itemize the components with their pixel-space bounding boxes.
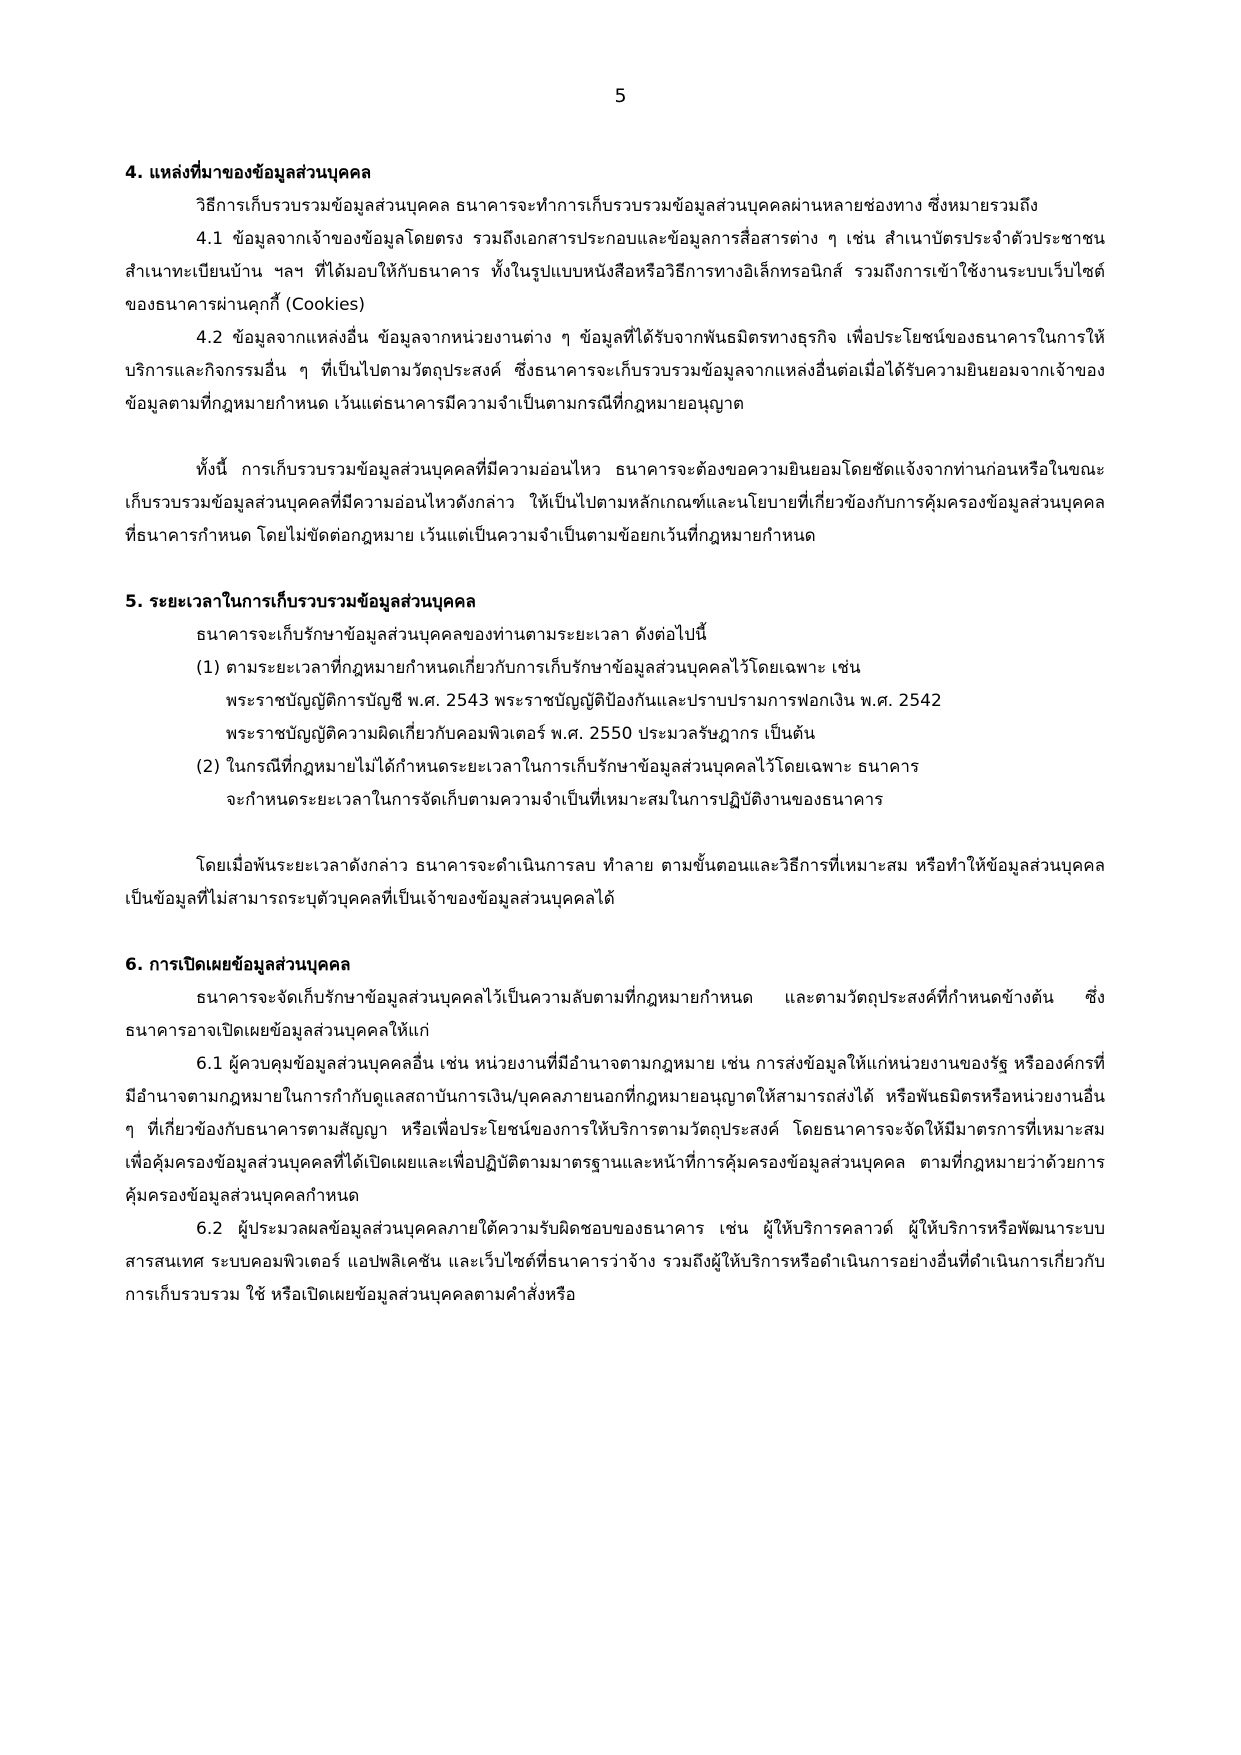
section-4-intro: วิธีการเก็บรวบรวมข้อมูลส่วนบุคคล ธนาคารจะทำการเก็บรวบรวมข้อมูลส่วนบุคคลผ่านหลายช่องทาง ซึ่งหมายรวมถึง xyxy=(196,196,1039,216)
section-5-intro: ธนาคารจะเก็บรักษาข้อมูลส่วนบุคคลของท่านตามระยะเวลา ดังต่อไปนี้ xyxy=(196,625,707,645)
section-6-intro: ธนาคารจะจัดเก็บรักษาข้อมูลส่วนบุคคลไว้เป็นความลับตามที่กฎหมายกำหนด และตามวัตถุประสงค์ที่กำหนดข้างต้น ซึ่งธนาคารอาจเปิดเผยข้อมูลส่วนบุคคลให้แก่ xyxy=(125,988,1105,1041)
spacer xyxy=(125,916,1105,949)
spacer xyxy=(125,553,1105,586)
list-item-line: ตามระยะเวลาที่กฎหมายกำหนดเกี่ยวกับการเก็บรักษาข้อมูลส่วนบุคคลไว้โดยเฉพาะ เช่น xyxy=(226,658,861,678)
section-5-disposal-paragraph: โดยเมื่อพ้นระยะเวลาดังกล่าว ธนาคารจะดำเนินการลบ ทำลาย ตามขั้นตอนและวิธีการที่เหมาะสม หรือทำให้ข้อมูลส่วนบุคคลเป็นข้อมูลที่ไม่สามารถระบุตัวบุคคลที่เป็นเจ้าของข้อมูลส่วนบุคคลได้ xyxy=(125,856,1105,909)
section-6-1-paragraph: 6.1 ผู้ควบคุมข้อมูลส่วนบุคคลอื่น เช่น หน่วยงานที่มีอำนาจตามกฎหมาย เช่น การส่งข้อมูลให้แก่หน่วยงานของรัฐ หรือองค์กรที่มีอำนาจตามกฎหมายในการกำกับดูแลสถาบันการเงิน/บุคคลภายนอกที่กฎหมายอนุญาตให้สามารถส่งได้ หรือพันธมิตรหรือหน่วยงานอื่น ๆ ที่เกี่ยวข้องกับธนาคารตามสัญญา หรือเพื่อประโยชน์ของการให้บริการตามวัตถุประสงค์ โดยธนาคารจะจัดให้มีมาตรการที่เหมาะสมเพื่อคุ้มครองข้อมูลส่วนบุคคลที่ได้เปิดเผยและเพื่อปฏิบัติตามมาตรฐานและหน้าที่การคุ้มครองข้อมูลส่วนบุคคล ตามที่กฎหมายว่าด้วยการคุ้มครองข้อมูลส่วนบุคคลกำหนด xyxy=(125,1054,1105,1206)
section-6-heading: 6. การเปิดเผยข้อมูลส่วนบุคคล xyxy=(125,955,351,975)
list-marker: (1) xyxy=(196,658,221,678)
list-item-line: จะกำหนดระยะเวลาในการจัดเก็บตามความจำเป็นที่เหมาะสมในการปฏิบัติงานของธนาคาร xyxy=(226,790,884,810)
retention-list xyxy=(125,652,1105,817)
section-5-heading: 5. ระยะเวลาในการเก็บรวบรวมข้อมูลส่วนบุคคล xyxy=(125,592,476,612)
list-item xyxy=(125,751,1105,817)
section-4-2-paragraph: 4.2 ข้อมูลจากแหล่งอื่น ข้อมูลจากหน่วยงานต่าง ๆ ข้อมูลที่ได้รับจากพันธมิตรทางธุรกิจ เพื่อประโยชน์ของธนาคารในการให้บริการและกิจกรรมอื่น ๆ ที่เป็นไปตามวัตถุประสงค์ ซึ่งธนาคารจะเก็บรวบรวมข้อมูลจากแหล่งอื่นต่อเมื่อได้รับความยินยอมจากเจ้าของข้อมูลตามที่กฎหมายกำหนด เว้นแต่ธนาคารมีความจำเป็นตามกรณีที่กฎหมายอนุญาต xyxy=(125,328,1105,414)
section-4-heading: 4. แหล่งที่มาของข้อมูลส่วนบุคคล xyxy=(125,163,372,183)
list-item xyxy=(125,652,1105,751)
page-number: 5 xyxy=(614,85,627,107)
list-item-line: พระราชบัญญัติการบัญชี พ.ศ. 2543 พระราชบัญญัติป้องกันและปราบปรามการฟอกเงิน พ.ศ. 2542 xyxy=(226,691,942,711)
page-content xyxy=(125,157,1105,1312)
spacer xyxy=(125,817,1105,850)
list-item-line: พระราชบัญญัติความผิดเกี่ยวกับคอมพิวเตอร์ พ.ศ. 2550 ประมวลรัษฎากร เป็นต้น xyxy=(226,724,816,744)
section-4-1-paragraph: 4.1 ข้อมูลจากเจ้าของข้อมูลโดยตรง รวมถึงเอกสารประกอบและข้อมูลการสื่อสารต่าง ๆ เช่น สำเนาบัตรประจำตัวประชาชน สำเนาทะเบียนบ้าน ฯลฯ ที่ได้มอบให้กับธนาคาร ทั้งในรูปแบบหนังสือหรือวิธีการทางอิเล็กทรอนิกส์ รวมถึงการเข้าใช้งานระบบเว็บไซต์ของธนาคารผ่านคุกกี้ (Cookies) xyxy=(125,229,1105,315)
list-item-line: ในกรณีที่กฎหมายไม่ได้กำหนดระยะเวลาในการเก็บรักษาข้อมูลส่วนบุคคลไว้โดยเฉพาะ ธนาคาร xyxy=(226,757,920,777)
section-6-2-paragraph: 6.2 ผู้ประมวลผลข้อมูลส่วนบุคคลภายใต้ความรับผิดชอบของธนาคาร เช่น ผู้ให้บริการคลาวด์ ผู้ให้บริการหรือพัฒนาระบบสารสนเทศ ระบบคอมพิวเตอร์ แอปพลิเคชัน และเว็บไซต์ที่ธนาคารว่าจ้าง รวมถึงผู้ให้บริการหรือดำเนินการอย่างอื่นที่ดำเนินการเกี่ยวกับการเก็บรวบรวม ใช้ หรือเปิดเผยข้อมูลส่วนบุคคลตามคำสั่งหรือ xyxy=(125,1219,1105,1305)
spacer xyxy=(125,421,1105,454)
list-marker: (2) xyxy=(196,757,221,777)
section-4-sensitive-paragraph: ทั้งนี้ การเก็บรวบรวมข้อมูลส่วนบุคคลที่มีความอ่อนไหว ธนาคารจะต้องขอความยินยอมโดยชัดแจ้งจากท่านก่อนหรือในขณะเก็บรวบรวมข้อมูลส่วนบุคคลที่มีความอ่อนไหวดังกล่าว ให้เป็นไปตามหลักเกณฑ์และนโยบายที่เกี่ยวข้องกับการคุ้มครองข้อมูลส่วนบุคคลที่ธนาคารกำหนด โดยไม่ขัดต่อกฎหมาย เว้นแต่เป็นความจำเป็นตามข้อยกเว้นที่กฎหมายกำหนด xyxy=(125,460,1105,546)
